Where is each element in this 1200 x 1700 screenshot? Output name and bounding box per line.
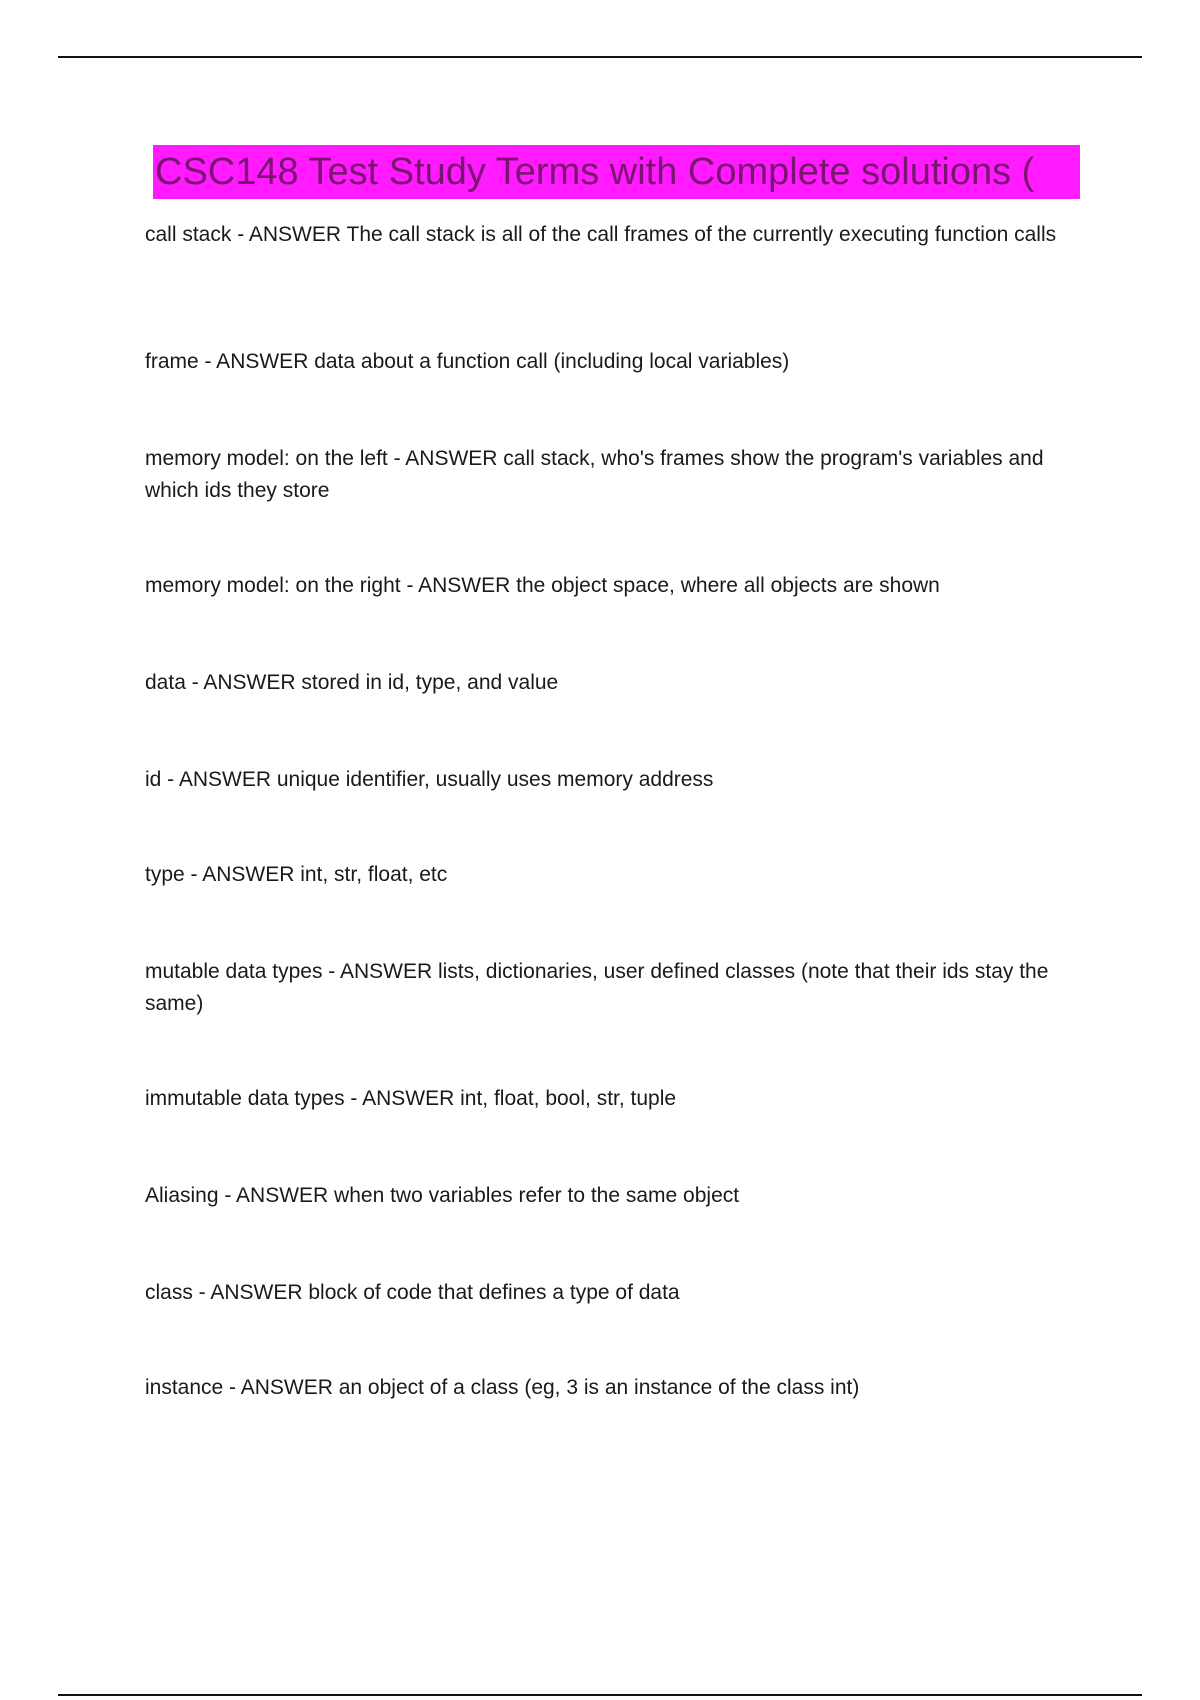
bottom-rule [58, 1694, 1142, 1696]
title-highlight [153, 145, 1080, 199]
term-entry-instance: instance - ANSWER an object of a class (eg, 3 is an instance of the class int) [145, 1376, 860, 1399]
term-entry-call-stack: call stack - ANSWER The call stack is all of the call frames of the currently executing function calls [145, 223, 1057, 246]
top-rule [58, 56, 1142, 58]
term-entry-class: class - ANSWER block of code that defines a type of data [145, 1281, 680, 1304]
term-entry-id: id - ANSWER unique identifier, usually uses memory address [145, 768, 714, 791]
term-entry-memory-model-right: memory model: on the right - ANSWER the object space, where all objects are shown [145, 574, 940, 597]
term-entry-mutable: mutable data types - ANSWER lists, dictionaries, user defined classes (note that their ids stay the same) [145, 960, 1049, 1015]
term-entry-aliasing: Aliasing - ANSWER when two variables refer to the same object [145, 1184, 740, 1207]
term-entry-memory-model-left: memory model: on the left - ANSWER call stack, who's frames show the program's variables and which ids they store [145, 447, 1044, 502]
term-entry-type: type - ANSWER int, str, float, etc [145, 863, 448, 886]
term-entry-data: data - ANSWER stored in id, type, and value [145, 671, 559, 694]
term-entry-immutable: immutable data types - ANSWER int, float, bool, str, tuple [145, 1087, 677, 1110]
term-entry-frame: frame - ANSWER data about a function call (including local variables) [145, 350, 790, 373]
document-title: CSC148 Test Study Terms with Complete solutions ( [153, 145, 1080, 199]
